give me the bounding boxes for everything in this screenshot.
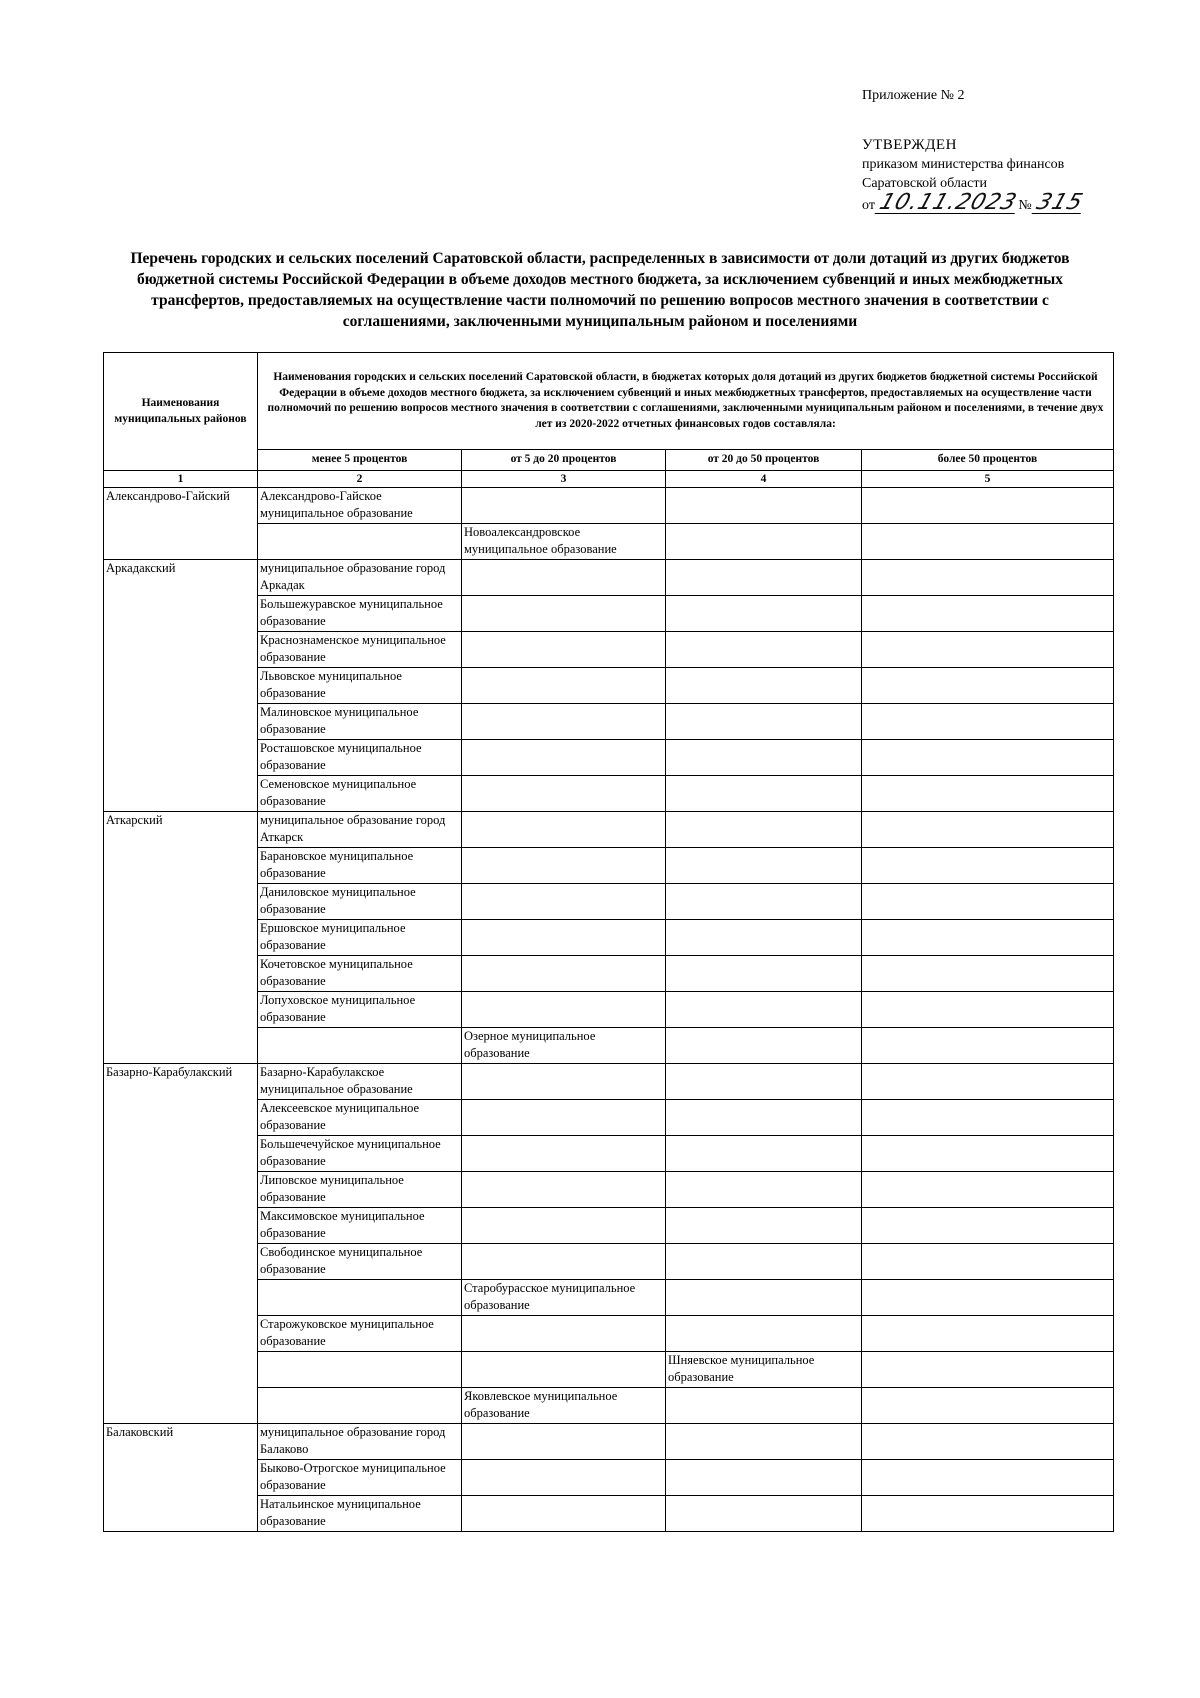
col-group-header: Наименования городских и сельских поселений Саратовской области, в бюджетах которых доля дотаций из других бюджетов бюджетной системы Российской Федерации в объеме доходов местного бюджета, за исключением субвенций и иных межбюджетных трансфертов, предоставляемых на осуществление части полномочий по решению вопросов местного значения в соответствии с соглашениями, заключенными муниципальным районом и поселениями, в течение двух лет из 2020-2022 отчетных финансовых годов составляла: xyxy=(258,353,1114,450)
settlement-cell xyxy=(666,740,862,776)
district-cell xyxy=(104,1136,258,1172)
settlement-cell xyxy=(462,848,666,884)
district-cell: Аткарский xyxy=(104,812,258,848)
table-row xyxy=(104,488,1114,524)
settlement-cell: Базарно-Карабулакское муниципальное образование xyxy=(258,1064,462,1100)
settlement-cell xyxy=(462,956,666,992)
district-cell xyxy=(104,704,258,740)
settlement-cell xyxy=(666,488,862,524)
settlement-cell xyxy=(862,848,1114,884)
approval-stamp xyxy=(862,136,1087,215)
col-header-20-50: от 20 до 50 процентов xyxy=(666,450,862,471)
col-number: 4 xyxy=(666,471,862,488)
settlement-cell xyxy=(462,1172,666,1208)
settlement-cell: Кочетовское муниципальное образование xyxy=(258,956,462,992)
settlement-cell xyxy=(666,848,862,884)
settlement-cell xyxy=(862,1100,1114,1136)
table-row xyxy=(104,668,1114,704)
col-header-districts: Наименования муниципальных районов xyxy=(104,353,258,471)
date-prefix: от xyxy=(862,198,875,213)
settlement-cell xyxy=(862,1460,1114,1496)
settlement-cell xyxy=(666,956,862,992)
settlement-cell: Ершовское муниципальное образование xyxy=(258,920,462,956)
settlement-cell xyxy=(666,884,862,920)
settlement-cell xyxy=(462,488,666,524)
table-row xyxy=(104,596,1114,632)
settlement-cell xyxy=(258,1280,462,1316)
settlement-cell xyxy=(462,812,666,848)
settlement-cell xyxy=(258,1028,462,1064)
table-row xyxy=(104,920,1114,956)
settlement-cell xyxy=(462,1496,666,1532)
settlement-cell xyxy=(462,920,666,956)
table-row xyxy=(104,1028,1114,1064)
settlement-cell xyxy=(666,1244,862,1280)
settlement-cell xyxy=(462,740,666,776)
table-row xyxy=(104,1460,1114,1496)
col-number: 1 xyxy=(104,471,258,488)
settlement-cell: Большечечуйское муниципальное образование xyxy=(258,1136,462,1172)
district-cell xyxy=(104,884,258,920)
settlement-cell xyxy=(862,740,1114,776)
district-cell xyxy=(104,1208,258,1244)
district-cell xyxy=(104,524,258,560)
district-cell xyxy=(104,1388,258,1424)
order-date-line xyxy=(862,190,1087,215)
district-cell: Аркадакский xyxy=(104,560,258,596)
settlement-cell xyxy=(862,884,1114,920)
settlement-cell xyxy=(666,1100,862,1136)
settlement-cell xyxy=(462,1424,666,1460)
district-cell: Базарно-Карабулакский xyxy=(104,1064,258,1100)
settlements-table xyxy=(103,352,1114,1532)
settlement-cell xyxy=(462,1064,666,1100)
settlement-cell: муниципальное образование город Аркадак xyxy=(258,560,462,596)
table-row xyxy=(104,632,1114,668)
district-cell xyxy=(104,632,258,668)
settlement-cell xyxy=(666,920,862,956)
order-line-1: приказом министерства финансов xyxy=(862,157,1065,172)
settlement-cell: Старобурасское муниципальное образование xyxy=(462,1280,666,1316)
settlement-cell xyxy=(862,1352,1114,1388)
settlement-cell xyxy=(462,1136,666,1172)
table-row xyxy=(104,1172,1114,1208)
table-row xyxy=(104,704,1114,740)
settlement-cell: Большежуравское муниципальное образование xyxy=(258,596,462,632)
settlement-cell xyxy=(862,524,1114,560)
table-row xyxy=(104,1208,1114,1244)
table-body xyxy=(104,488,1114,1532)
settlement-cell xyxy=(862,1136,1114,1172)
table-row xyxy=(104,1316,1114,1352)
table-row xyxy=(104,848,1114,884)
settlement-cell xyxy=(862,1280,1114,1316)
settlement-cell: Шняевское муниципальное образование xyxy=(666,1352,862,1388)
settlement-cell xyxy=(666,1316,862,1352)
settlement-cell: Барановское муниципальное образование xyxy=(258,848,462,884)
district-cell xyxy=(104,956,258,992)
col-header-more-50: более 50 процентов xyxy=(862,450,1114,471)
settlement-cell xyxy=(862,1316,1114,1352)
settlement-cell xyxy=(862,1496,1114,1532)
settlement-cell xyxy=(862,488,1114,524)
table-row xyxy=(104,560,1114,596)
settlement-cell xyxy=(666,596,862,632)
settlement-cell: Липовское муниципальное образование xyxy=(258,1172,462,1208)
settlement-cell xyxy=(462,1244,666,1280)
settlement-cell xyxy=(462,1316,666,1352)
settlement-cell: Новоалександровское муниципальное образование xyxy=(462,524,666,560)
settlement-cell xyxy=(462,632,666,668)
settlement-cell: Лопуховское муниципальное образование xyxy=(258,992,462,1028)
settlement-cell xyxy=(862,632,1114,668)
settlement-cell xyxy=(462,596,666,632)
settlement-cell xyxy=(258,1388,462,1424)
settlement-cell xyxy=(862,1208,1114,1244)
district-cell xyxy=(104,1352,258,1388)
settlement-cell xyxy=(862,956,1114,992)
settlement-cell xyxy=(862,812,1114,848)
district-cell: Александрово-Гайский xyxy=(104,488,258,524)
settlement-cell xyxy=(462,1208,666,1244)
settlement-cell xyxy=(462,1100,666,1136)
settlement-cell: Даниловское муниципальное образование xyxy=(258,884,462,920)
settlement-cell xyxy=(462,1352,666,1388)
district-cell xyxy=(104,596,258,632)
settlement-cell xyxy=(862,704,1114,740)
table-row xyxy=(104,776,1114,812)
settlement-cell xyxy=(862,920,1114,956)
settlement-cell xyxy=(666,992,862,1028)
column-number-row xyxy=(104,471,1114,488)
district-cell xyxy=(104,1244,258,1280)
settlement-cell xyxy=(666,1136,862,1172)
order-number: 315 xyxy=(1033,190,1087,215)
settlement-cell xyxy=(666,1460,862,1496)
col-header-5-20: от 5 до 20 процентов xyxy=(462,450,666,471)
table-row xyxy=(104,1244,1114,1280)
settlement-cell xyxy=(862,1388,1114,1424)
settlement-cell xyxy=(462,560,666,596)
settlement-cell: Львовское муниципальное образование xyxy=(258,668,462,704)
settlement-cell xyxy=(666,1028,862,1064)
settlement-cell xyxy=(666,560,862,596)
settlement-cell: Максимовское муниципальное образование xyxy=(258,1208,462,1244)
settlement-cell: Натальинское муниципальное образование xyxy=(258,1496,462,1532)
table-row xyxy=(104,1496,1114,1532)
settlement-cell xyxy=(666,704,862,740)
district-cell xyxy=(104,920,258,956)
settlement-cell: Старожуковское муниципальное образование xyxy=(258,1316,462,1352)
settlement-cell: Семеновское муниципальное образование xyxy=(258,776,462,812)
settlement-cell xyxy=(258,524,462,560)
table-row xyxy=(104,1280,1114,1316)
settlement-cell: Росташовское муниципальное образование xyxy=(258,740,462,776)
table-row xyxy=(104,524,1114,560)
settlement-cell: муниципальное образование город Аткарск xyxy=(258,812,462,848)
district-cell xyxy=(104,776,258,812)
settlement-cell xyxy=(258,1352,462,1388)
table-row xyxy=(104,1388,1114,1424)
order-date: 10.11.2023 xyxy=(876,190,1021,215)
settlement-cell xyxy=(862,776,1114,812)
settlement-cell xyxy=(862,1244,1114,1280)
col-number: 3 xyxy=(462,471,666,488)
annex-label: Приложение № 2 xyxy=(862,88,965,103)
settlement-cell: Быково-Отрогское муниципальное образование xyxy=(258,1460,462,1496)
settlement-cell xyxy=(462,668,666,704)
settlement-cell: Краснознаменское муниципальное образование xyxy=(258,632,462,668)
settlement-cell: Малиновское муниципальное образование xyxy=(258,704,462,740)
number-prefix: № xyxy=(1018,198,1032,213)
settlement-cell xyxy=(666,524,862,560)
district-cell xyxy=(104,668,258,704)
table-row xyxy=(104,992,1114,1028)
approved-label: УТВЕРЖДЕН xyxy=(862,137,957,153)
district-cell: Балаковский xyxy=(104,1424,258,1460)
settlement-cell: Свободинское муниципальное образование xyxy=(258,1244,462,1280)
settlement-cell: Озерное муниципальное образование xyxy=(462,1028,666,1064)
district-cell xyxy=(104,1316,258,1352)
settlement-cell xyxy=(666,1172,862,1208)
col-number: 2 xyxy=(258,471,462,488)
table-row xyxy=(104,1352,1114,1388)
settlement-cell xyxy=(462,776,666,812)
settlement-cell xyxy=(666,1388,862,1424)
settlement-cell xyxy=(862,668,1114,704)
settlement-cell xyxy=(666,668,862,704)
settlement-cell xyxy=(462,992,666,1028)
settlement-cell: Яковлевское муниципальное образование xyxy=(462,1388,666,1424)
table-header-row xyxy=(104,353,1114,450)
settlement-cell: муниципальное образование город Балаково xyxy=(258,1424,462,1460)
settlement-cell xyxy=(862,992,1114,1028)
district-cell xyxy=(104,1028,258,1064)
settlement-cell xyxy=(666,1064,862,1100)
district-cell xyxy=(104,1460,258,1496)
district-cell xyxy=(104,1100,258,1136)
settlement-cell xyxy=(462,1460,666,1496)
table-row xyxy=(104,812,1114,848)
settlement-cell xyxy=(862,1064,1114,1100)
table-row xyxy=(104,1136,1114,1172)
settlement-cell xyxy=(462,704,666,740)
settlement-cell xyxy=(666,776,862,812)
settlement-cell xyxy=(862,596,1114,632)
col-number: 5 xyxy=(862,471,1114,488)
table-row xyxy=(104,956,1114,992)
district-cell xyxy=(104,848,258,884)
settlement-cell: Алексеевское муниципальное образование xyxy=(258,1100,462,1136)
settlement-cell: Александрово-Гайское муниципальное образование xyxy=(258,488,462,524)
district-cell xyxy=(104,1496,258,1532)
settlement-cell xyxy=(862,560,1114,596)
settlement-cell xyxy=(666,1208,862,1244)
document-title: Перечень городских и сельских поселений Саратовской области, распределенных в зависимости от доли дотаций из других бюджетов бюджетной системы Российской Федерации в объеме доходов местного бюджета, за исключением субвенций и иных межбюджетных трансфертов, предоставляемых на осуществление части полномочий по решению вопросов местного значения в соответствии с соглашениями, заключенными муниципальным районом и поселениями xyxy=(130,250,1070,330)
settlement-cell xyxy=(862,1424,1114,1460)
settlement-cell xyxy=(666,632,862,668)
district-cell xyxy=(104,1172,258,1208)
table-row xyxy=(104,1064,1114,1100)
settlement-cell xyxy=(862,1172,1114,1208)
settlement-cell xyxy=(666,1280,862,1316)
settlement-cell xyxy=(862,1028,1114,1064)
district-cell xyxy=(104,992,258,1028)
settlement-cell xyxy=(666,1496,862,1532)
table-row xyxy=(104,884,1114,920)
table-row xyxy=(104,1424,1114,1460)
table-row xyxy=(104,1100,1114,1136)
settlement-cell xyxy=(462,884,666,920)
settlement-cell xyxy=(666,812,862,848)
settlement-cell xyxy=(666,1424,862,1460)
table-row xyxy=(104,740,1114,776)
col-header-less-5: менее 5 процентов xyxy=(258,450,462,471)
district-cell xyxy=(104,1280,258,1316)
order-line-2: Саратовской области xyxy=(862,176,987,191)
district-cell xyxy=(104,740,258,776)
